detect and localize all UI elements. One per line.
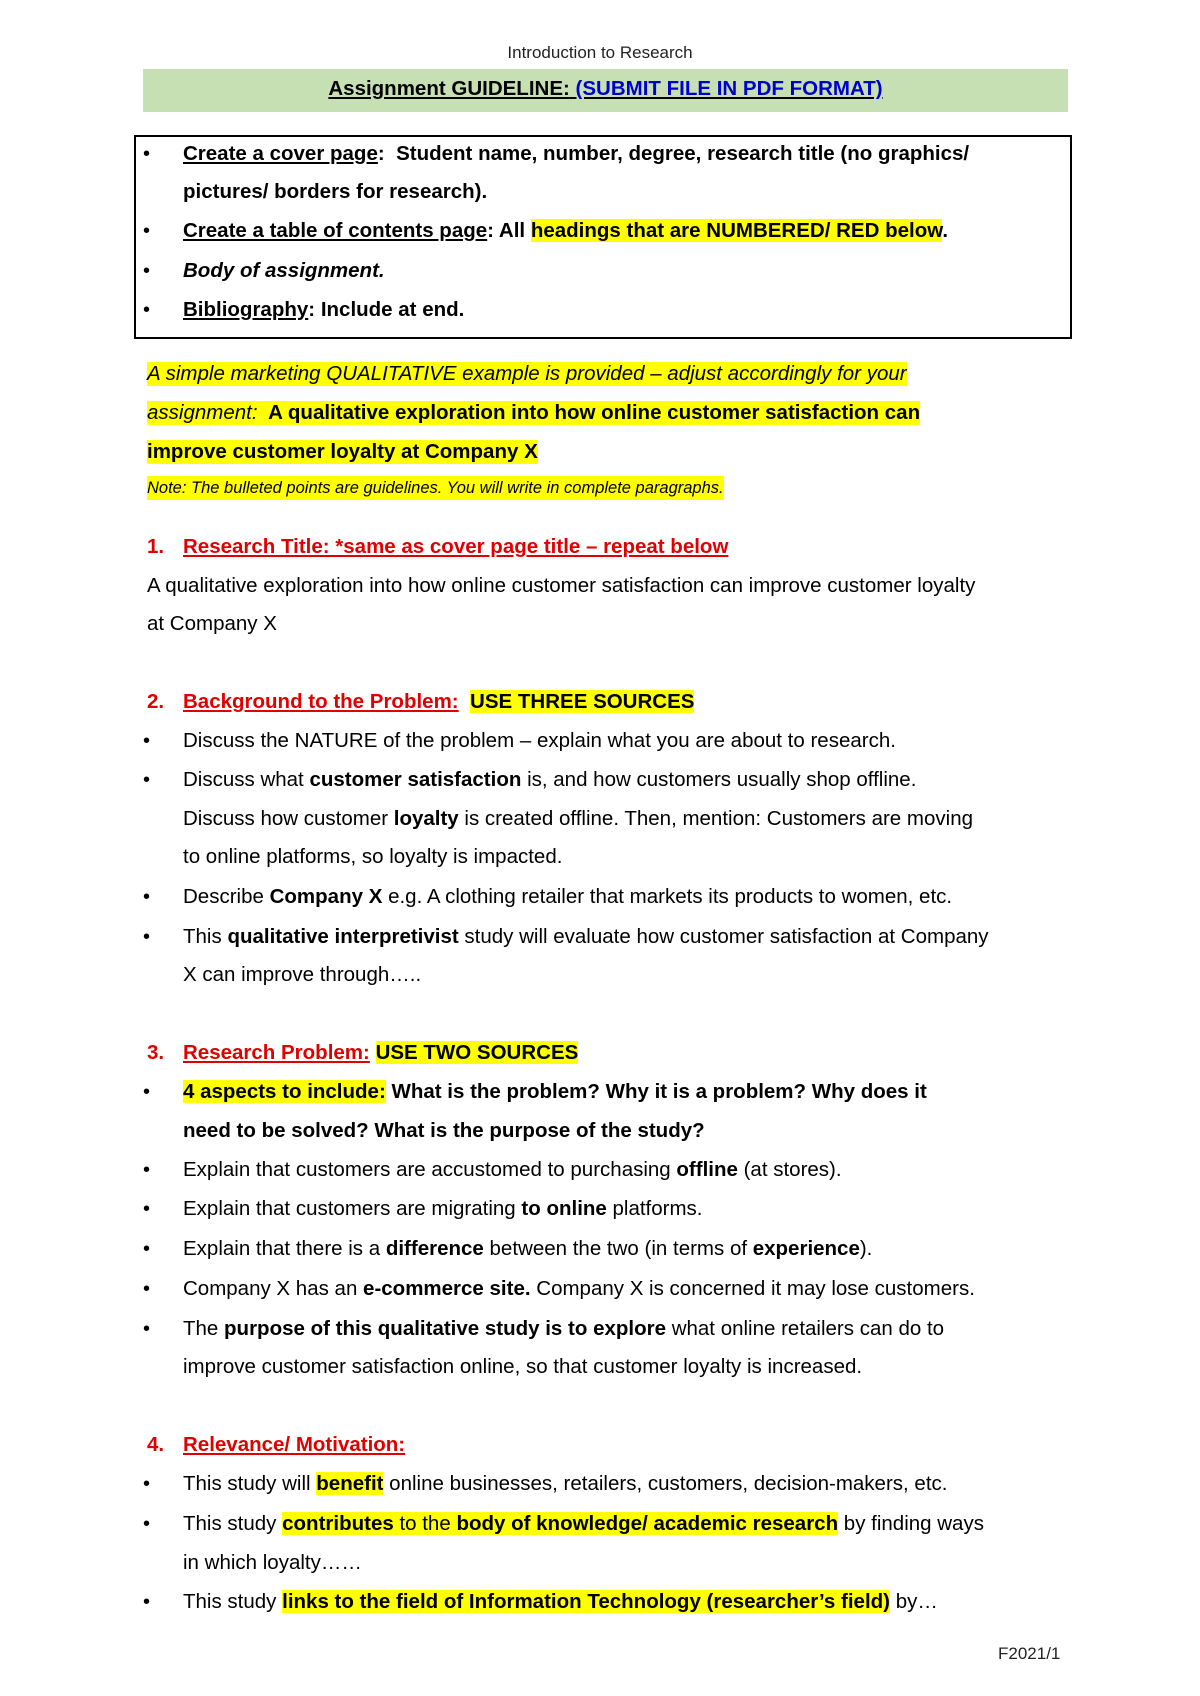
cover-page-item-cont: pictures/ borders for research). [183,180,488,203]
section-3-heading: Research Problem: USE TWO SOURCES [183,1041,579,1064]
bullet-icon: • [143,1278,151,1300]
bibliography-item: Bibliography: Include at end. [183,298,465,321]
section-2-number: 2. [147,690,165,713]
s3-bullet-2: Explain that customers are accustomed to purchasing offline (at stores). [183,1158,842,1181]
section-1-heading: Research Title: *same as cover page title – repeat below [183,535,729,558]
page-header: Introduction to Research [507,43,693,62]
s4-bullet-3: This study links to the field of Information Technology (researcher’s field) by… [183,1590,938,1613]
cover-page-item: Create a cover page: Student name, number, degree, research title (no graphics/ [183,142,970,165]
s3-bullet-4: Explain that there is a difference between the two (in terms of experience). [183,1237,873,1260]
bullet-icon: • [143,1513,151,1535]
body-item: Body of assignment. [183,259,385,282]
section-3-number: 3. [147,1041,165,1064]
bullet-icon: • [143,1198,151,1220]
example-intro: A simple marketing QUALITATIVE example is provided – adjust accordingly for your [147,362,907,385]
s2-bullet-4-cont: X can improve through….. [183,963,422,986]
guideline-subtitle: (SUBMIT FILE IN PDF FORMAT) [575,77,883,100]
guideline-title [143,73,1068,105]
bullet-icon: • [143,220,151,242]
section-4-number: 4. [147,1433,165,1456]
section-1-text: A qualitative exploration into how online customer satisfaction can improve customer loyalty [147,574,976,597]
bullet-icon: • [143,1159,151,1181]
bullet-icon: • [143,260,151,282]
s3-bullet-6-cont: improve customer satisfaction online, so that customer loyalty is increased. [183,1355,863,1378]
section-2-heading: Background to the Problem: USE THREE SOURCES [183,690,695,713]
bullet-icon: • [143,1081,151,1103]
page-footer: F2021/1 [998,1644,1061,1663]
bullet-icon: • [143,1591,151,1613]
section-1-text-2: at Company X [147,612,277,635]
toc-item: Create a table of contents page: All headings that are NUMBERED/ RED below. [183,219,949,242]
example-note: Note: The bulleted points are guidelines. You will write in complete paragraphs. [147,476,724,500]
bullet-icon: • [143,1238,151,1260]
s3-bullet-3: Explain that customers are migrating to online platforms. [183,1197,703,1220]
s4-bullet-2-cont: in which loyalty…… [183,1551,362,1574]
s3-bullet-6: The purpose of this qualitative study is to explore what online retailers can do to [183,1317,945,1340]
bullet-icon: • [143,1318,151,1340]
bullet-icon: • [143,730,151,752]
s3-bullet-1: 4 aspects to include: What is the problem? Why it is a problem? Why does it [183,1080,927,1103]
bullet-icon: • [143,926,151,948]
s4-bullet-1: This study will benefit online businesses, retailers, customers, decision-makers, etc. [183,1472,948,1495]
s2-bullet-3: Describe Company X e.g. A clothing retailer that markets its products to women, etc. [183,885,953,908]
example-title-line: assignment: A qualitative exploration into how online customer satisfaction can [147,401,921,424]
bullet-icon: • [143,886,151,908]
s2-bullet-4: This qualitative interpretivist study will evaluate how customer satisfaction at Company [183,925,989,948]
s3-bullet-1-cont: need to be solved? What is the purpose of the study? [183,1119,705,1142]
s2-bullet-1: Discuss the NATURE of the problem – explain what you are about to research. [183,729,896,752]
bullet-icon: • [143,299,151,321]
bullet-icon: • [143,1473,151,1495]
section-4-heading: Relevance/ Motivation: [183,1433,406,1456]
example-title-line-2: improve customer loyalty at Company X [147,440,538,463]
s3-bullet-5: Company X has an e-commerce site. Company X is concerned it may lose customers. [183,1277,975,1300]
section-1-number: 1. [147,535,165,558]
s2-bullet-2: Discuss what customer satisfaction is, and how customers usually shop offline. [183,768,917,791]
s2-bullet-2-cont: Discuss how customer loyalty is created offline. Then, mention: Customers are moving [183,807,973,830]
bullet-icon: • [143,143,151,165]
s4-bullet-2: This study contributes to the body of knowledge/ academic research by finding ways [183,1512,984,1535]
s2-bullet-2-cont-2: to online platforms, so loyalty is impacted. [183,845,563,868]
bullet-icon: • [143,769,151,791]
guideline-title-text: Assignment GUIDELINE: [328,77,570,100]
